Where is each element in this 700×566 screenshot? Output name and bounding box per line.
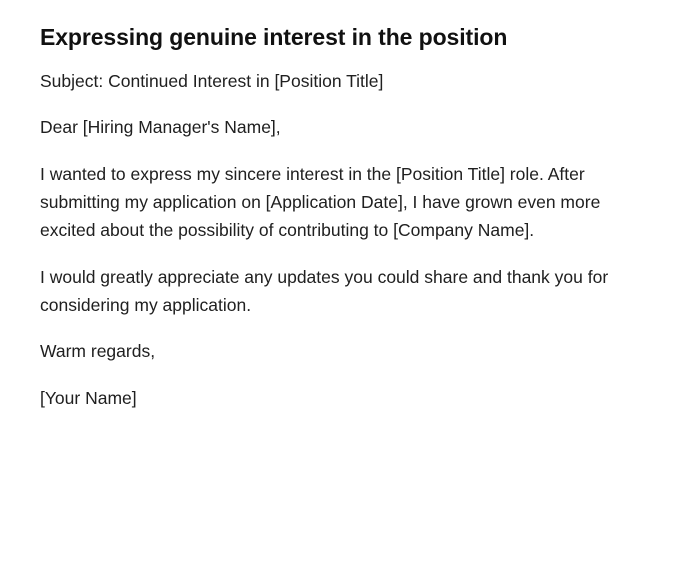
paragraph-body-interest: I wanted to express my sincere interest in the [Position Title] role. After submitting my application on [Application Date], I have grown even more excited about the possibility of contributing to [Company Name]. — [40, 163, 601, 241]
paragraph-salutation: Dear [Hiring Manager's Name], — [40, 117, 281, 138]
paragraph-body-request: I would greatly appreciate any updates you could share and thank you for considering my application. — [40, 266, 609, 316]
page-title: Expressing genuine interest in the position — [40, 24, 508, 50]
paragraph-subject: Subject: Continued Interest in [Position Title] — [40, 71, 384, 92]
paragraph-closing: Warm regards, — [40, 341, 156, 362]
paragraph-signature: [Your Name] — [40, 387, 137, 408]
